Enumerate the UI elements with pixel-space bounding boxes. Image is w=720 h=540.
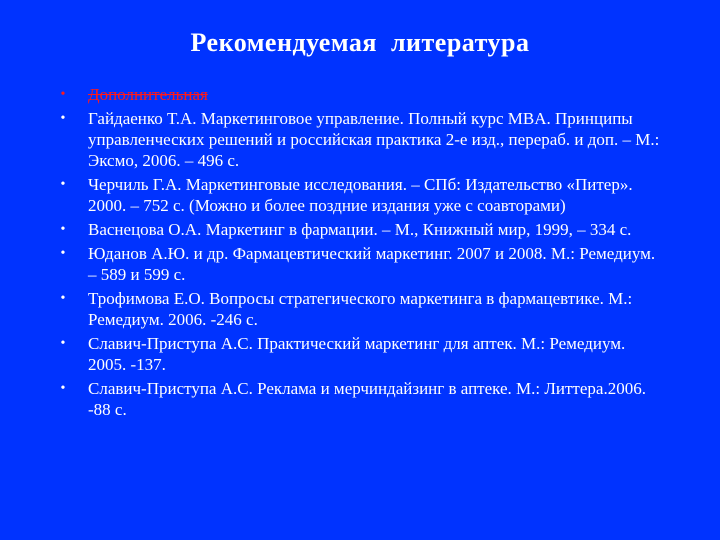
bullet-icon: • [60,177,66,192]
list-item [56,219,666,240]
bullet-icon: • [60,222,66,237]
bullet-icon: • [60,291,66,306]
list-item-text: Черчиль Г.А. Маркетинговые исследования. – СПб: Издательство «Питер». 2000. – 752 с. (Можно и более поздние издания уже с соавторами) [88,175,633,215]
list-item-text: Славич-Приступа А.С. Реклама и мерчиндайзинг в аптеке. М.: Литтера.2006. -88 с. [88,379,646,419]
list-item-text: Трофимова Е.О. Вопросы стратегического маркетинга в фармацевтике. М.: Ремедиум. 2006. -246 с. [88,289,633,329]
bullet-icon: • [60,87,66,102]
list-item-text: Гайдаенко Т.А. Маркетинговое управление. Полный курс MBA. Принципы управленческих решений и российская практика 2-е изд., перераб. и доп. – М.: Эксмо, 2006. – 496 с. [88,109,660,170]
list-item-section-heading [56,84,666,105]
list-item [56,108,666,171]
list-item [56,333,666,375]
bullet-icon: • [60,111,66,126]
list-item [56,243,666,285]
bullet-icon: • [60,336,66,351]
list-item-text: Дополнительная [88,85,208,104]
list-item-text: Васнецова О.А. Маркетинг в фармации. – М., Книжный мир, 1999, – 334 с. [88,220,632,239]
bullet-icon: • [60,246,66,261]
bibliography-list [56,84,666,423]
bullet-icon: • [60,381,66,396]
list-item-text: Юданов А.Ю. и др. Фармацевтический маркетинг. 2007 и 2008. М.: Ремедиум. – 589 и 599 с. [88,244,656,284]
list-item-text: Славич-Приступа А.С. Практический маркетинг для аптек. М.: Ремедиум. 2005. -137. [88,334,626,374]
slide-title: Рекомендуемая литература [190,28,530,57]
list-item [56,288,666,330]
list-item [56,378,666,420]
list-item [56,174,666,216]
